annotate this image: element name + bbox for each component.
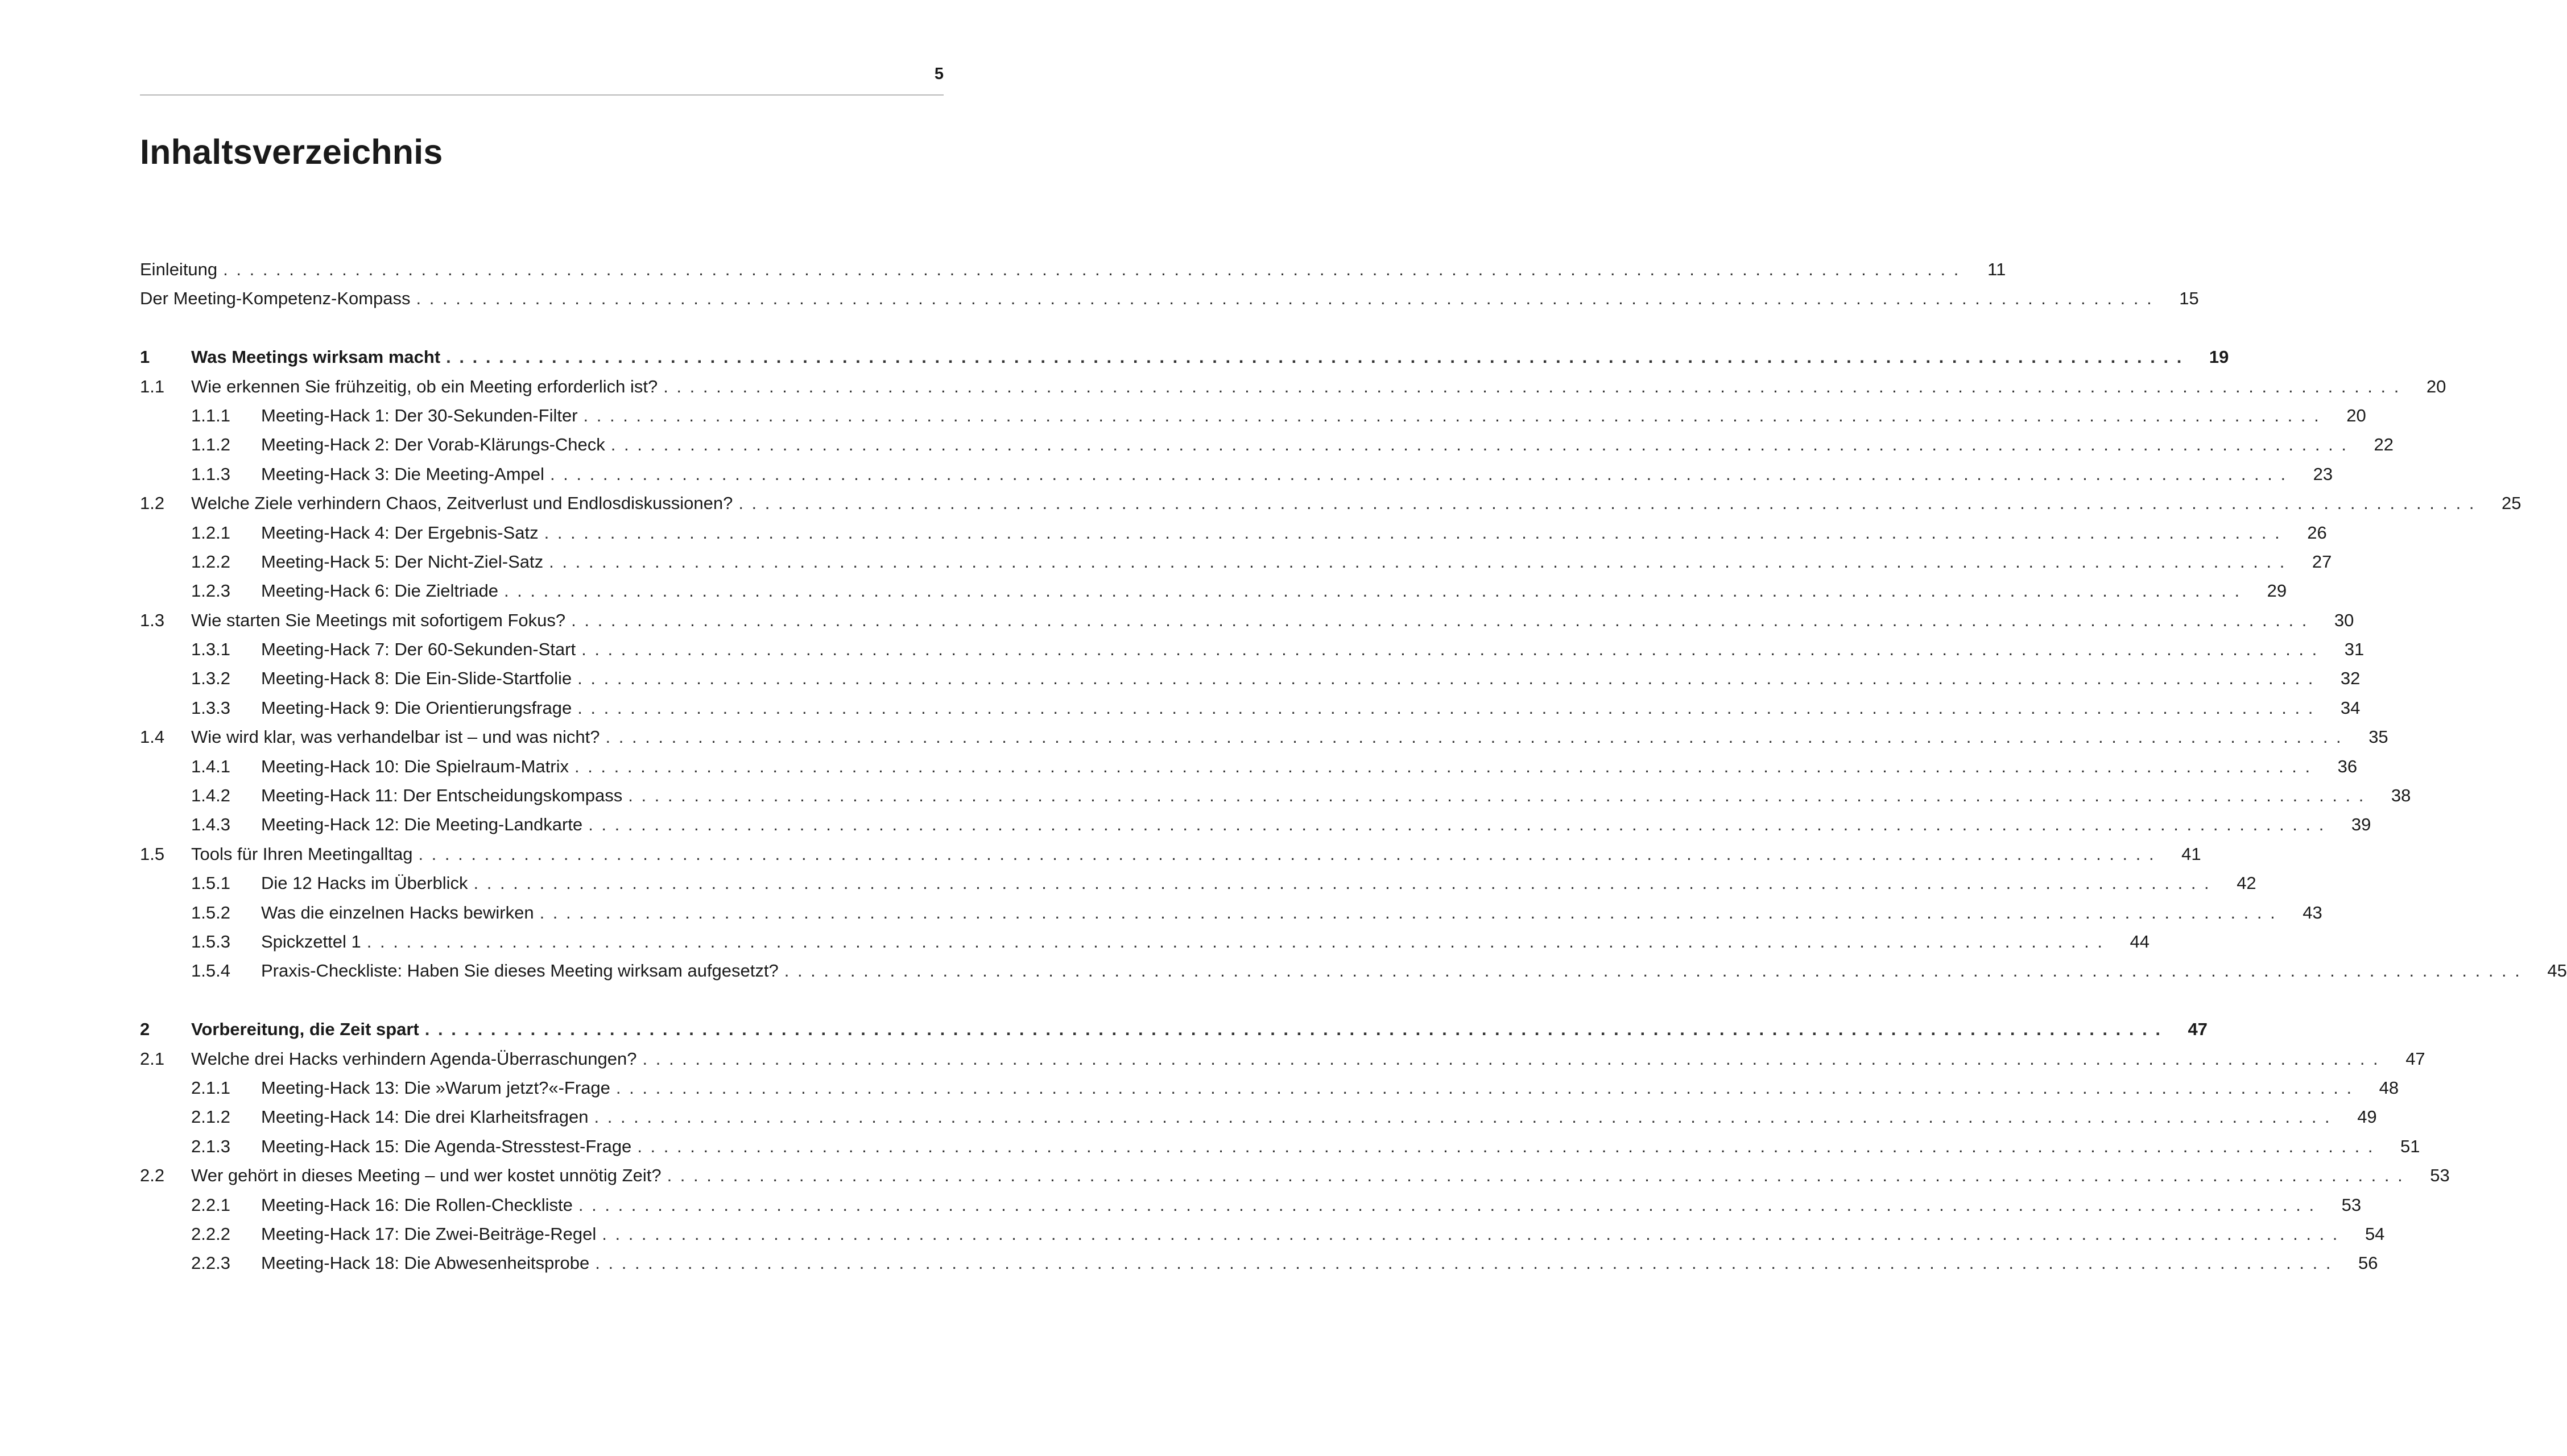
toc-entry[interactable]	[140, 576, 2287, 605]
toc-dot-leader: . . . . . . . . . . . . . . . . . . . . . . . . . . . . . . . . . . . . . . . . . . . . . . . . . . . . . . . . . . . . . . . . . . . . . . . . . . . . . . . . . . . . . . . . . . . . . . . . . . . . . . . . . . . . . . . . . . . . . . . . . . . . . . . . . . . .	[223, 259, 1961, 279]
toc-entry[interactable]	[140, 868, 2256, 897]
toc-entry-page: 53	[2430, 1165, 2450, 1186]
toc-entry-number: 2.1.3	[191, 1136, 230, 1156]
toc-dot-leader: . . . . . . . . . . . . . . . . . . . . . . . . . . . . . . . . . . . . . . . . . . . . . . . . . . . . . . . . . . . . . . . . . . . . . . . . . . . . . . . . . . . . . . . . . . . . . . . . . . . . . . . . . . . . . . . . . . . . . . . . . . . . . . . . . . . .	[583, 405, 2321, 425]
toc-dot-leader: . . . . . . . . . . . . . . . . . . . . . . . . . . . . . . . . . . . . . . . . . . . . . . . . . . . . . . . . . . . . . . . . . . . . . . . . . . . . . . . . . . . . . . . . . . . . . . . . . . . . . . . . . . . . . . . . . . . . . . . . . . . . . . . . . . . .	[738, 493, 2476, 514]
toc-entry-number: 1	[140, 347, 150, 367]
toc-entry-page: 32	[2340, 668, 2361, 689]
toc-entry-page: 49	[2357, 1107, 2377, 1127]
toc-entry-page: 48	[2379, 1077, 2399, 1098]
toc-entry-title: Meeting-Hack 17: Die Zwei-Beiträge-Regel	[261, 1223, 597, 1244]
toc-spacer	[140, 313, 944, 342]
toc-entry[interactable]	[140, 839, 2201, 868]
toc-dot-leader: . . . . . . . . . . . . . . . . . . . . . . . . . . . . . . . . . . . . . . . . . . . . . . . . . . . . . . . . . . . . . . . . . . . . . . . . . . . . . . . . . . . . . . . . . . . . . . . . . . . . . . . . . . . . . . . . . . . . . . . . . . . . . . . . . . . .	[610, 435, 2348, 455]
toc-entry-number: 2.2.1	[191, 1194, 230, 1215]
toc-entry[interactable]	[140, 606, 2354, 635]
toc-entry-page: 31	[2344, 639, 2365, 660]
toc-entry-number: 1.5.4	[191, 961, 230, 981]
toc-entry-title: Meeting-Hack 16: Die Rollen-Checkliste	[261, 1194, 573, 1215]
toc-entry[interactable]	[140, 1102, 2377, 1131]
toc-entry-title: Meeting-Hack 10: Die Spielraum-Matrix	[261, 756, 569, 776]
toc-entry-page: 38	[2391, 785, 2411, 806]
toc-entry-page: 20	[2346, 405, 2366, 425]
toc-entry-number: 1.2	[140, 493, 165, 514]
toc-entry-title: Vorbereitung, die Zeit spart	[191, 1019, 419, 1040]
toc-entry-page: 22	[2374, 435, 2394, 455]
toc-entry-number: 1.4.1	[191, 756, 230, 776]
toc-dot-leader: . . . . . . . . . . . . . . . . . . . . . . . . . . . . . . . . . . . . . . . . . . . . . . . . . . . . . . . . . . . . . . . . . . . . . . . . . . . . . . . . . . . . . . . . . . . . . . . . . . . . . . . . . . . . . . . . . . . . . . . . . . . . . . . . . . . .	[544, 522, 2281, 543]
toc-entry-title: Was Meetings wirksam macht	[191, 347, 441, 367]
toc-entry[interactable]	[140, 489, 2521, 518]
toc-entry-number: 1.4.3	[191, 814, 230, 835]
toc-dot-leader: . . . . . . . . . . . . . . . . . . . . . . . . . . . . . . . . . . . . . . . . . . . . . . . . . . . . . . . . . . . . . . . . . . . . . . . . . . . . . . . . . . . . . . . . . . . . . . . . . . . . . . . . . . . . . . . . . . . . . . . . . . . . . . . . . . . .	[366, 931, 2104, 952]
toc-entry-title: Meeting-Hack 3: Die Meeting-Ampel	[261, 464, 544, 484]
toc-entry[interactable]	[140, 635, 2365, 664]
toc-entry-title: Meeting-Hack 7: Der 60-Sekunden-Start	[261, 639, 576, 660]
toc-entry-page: 20	[2426, 376, 2446, 396]
toc-entry-page: 25	[2502, 493, 2521, 514]
toc-entry[interactable]	[140, 342, 2229, 371]
toc-dot-leader: . . . . . . . . . . . . . . . . . . . . . . . . . . . . . . . . . . . . . . . . . . . . . . . . . . . . . . . . . . . . . . . . . . . . . . . . . . . . . . . . . . . . . . . . . . . . . . . . . . . . . . . . . . . . . . . . . . . . . . . . . . . . . . . . . . . .	[642, 1048, 2380, 1069]
toc-entry[interactable]	[140, 1015, 2208, 1044]
toc-entry-title: Meeting-Hack 2: Der Vorab-Klärungs-Check	[261, 435, 605, 455]
toc-entry-number: 1.1	[140, 376, 165, 396]
toc-entry-number: 2.1.2	[191, 1107, 230, 1127]
toc-entry-title: Der Meeting-Kompetenz-Kompass	[140, 288, 411, 309]
toc-dot-leader: . . . . . . . . . . . . . . . . . . . . . . . . . . . . . . . . . . . . . . . . . . . . . . . . . . . . . . . . . . . . . . . . . . . . . . . . . . . . . . . . . . . . . . . . . . . . . . . . . . . . . . . . . . . . . . . . . . . . . . . . . . . . . . . . . . . .	[663, 376, 2401, 396]
toc-entry-page: 35	[2368, 727, 2388, 747]
toc-entry[interactable]	[140, 372, 2446, 401]
toc-dot-leader: . . . . . . . . . . . . . . . . . . . . . . . . . . . . . . . . . . . . . . . . . . . . . . . . . . . . . . . . . . . . . . . . . . . . . . . . . . . . . . . . . . . . . . . . . . . . . . . . . . . . . . . . . . . . . . . . . . . . . . . . . . . . . . . . . . . .	[424, 1019, 2162, 1040]
toc-entry-page: 23	[2313, 464, 2333, 484]
toc-entry[interactable]	[140, 1161, 2450, 1190]
header-divider	[140, 94, 944, 96]
toc-entry-title: Meeting-Hack 12: Die Meeting-Landkarte	[261, 814, 583, 835]
toc-entry[interactable]	[140, 1073, 2399, 1102]
toc-entry-number: 1.1.2	[191, 435, 230, 455]
toc-entry-page: 56	[2358, 1253, 2378, 1273]
toc-entry-page: 34	[2340, 697, 2361, 718]
toc-entry-title: Wie wird klar, was verhandelbar ist – und was nicht?	[191, 727, 600, 747]
toc-entry-number: 1.5.1	[191, 873, 230, 894]
toc-dot-leader: . . . . . . . . . . . . . . . . . . . . . . . . . . . . . . . . . . . . . . . . . . . . . . . . . . . . . . . . . . . . . . . . . . . . . . . . . . . . . . . . . . . . . . . . . . . . . . . . . . . . . . . . . . . . . . . . . . . . . . . . . . . . . . . . . . . .	[605, 727, 2343, 747]
toc-entry-number: 1.3.1	[191, 639, 230, 660]
toc-entry-page: 44	[2130, 931, 2149, 952]
toc-dot-leader: . . . . . . . . . . . . . . . . . . . . . . . . . . . . . . . . . . . . . . . . . . . . . . . . . . . . . . . . . . . . . . . . . . . . . . . . . . . . . . . . . . . . . . . . . . . . . . . . . . . . . . . . . . . . . . . . . . . . . . . . . . . . . . . . . . . .	[784, 961, 2521, 981]
toc-dot-leader: . . . . . . . . . . . . . . . . . . . . . . . . . . . . . . . . . . . . . . . . . . . . . . . . . . . . . . . . . . . . . . . . . . . . . . . . . . . . . . . . . . . . . . . . . . . . . . . . . . . . . . . . . . . . . . . . . . . . . . . . . . . . . . . . . . . .	[571, 610, 2309, 630]
toc-entry[interactable]	[140, 956, 2567, 985]
toc-entry-title: Welche drei Hacks verhindern Agenda-Überraschungen?	[191, 1048, 637, 1069]
toc-dot-leader: . . . . . . . . . . . . . . . . . . . . . . . . . . . . . . . . . . . . . . . . . . . . . . . . . . . . . . . . . . . . . . . . . . . . . . . . . . . . . . . . . . . . . . . . . . . . . . . . . . . . . . . . . . . . . . . . . . . . . . . . . . . . . . . . . . . .	[667, 1165, 2404, 1186]
toc-entry-page: 47	[2188, 1019, 2208, 1040]
toc-entry-page: 19	[2209, 347, 2229, 367]
toc-entry-number: 2.2.2	[191, 1223, 230, 1244]
toc-entry[interactable]	[140, 284, 2199, 313]
toc-entry[interactable]	[140, 430, 2394, 459]
toc-entry-number: 2.2.3	[191, 1253, 230, 1273]
toc-entry-page: 30	[2334, 610, 2354, 630]
toc-entry-title: Wie erkennen Sie frühzeitig, ob ein Meeting erforderlich ist?	[191, 376, 658, 396]
toc-entry-number: 1.5.2	[191, 902, 230, 923]
toc-entry-page: 41	[2181, 843, 2201, 864]
toc-entry-number: 2.1	[140, 1048, 165, 1069]
toc-entry[interactable]	[140, 781, 2411, 810]
toc-entry[interactable]	[140, 401, 2366, 430]
toc-entry[interactable]	[140, 927, 2149, 956]
toc-dot-leader: . . . . . . . . . . . . . . . . . . . . . . . . . . . . . . . . . . . . . . . . . . . . . . . . . . . . . . . . . . . . . . . . . . . . . . . . . . . . . . . . . . . . . . . . . . . . . . . . . . . . . . . . . . . . . . . . . . . . . . . . . . . . . . . . . . . .	[581, 639, 2319, 660]
toc-entry-title: Meeting-Hack 6: Die Zieltriade	[261, 581, 498, 601]
toc-entry-page: 47	[2405, 1048, 2425, 1069]
toc-entry-title: Was die einzelnen Hacks bewirken	[261, 902, 534, 923]
toc-entry-number: 1.2.1	[191, 522, 230, 543]
toc-entry-title: Meeting-Hack 1: Der 30-Sekunden-Filter	[261, 405, 578, 425]
toc-entry-title: Meeting-Hack 8: Die Ein-Slide-Startfolie	[261, 668, 572, 689]
toc-dot-leader: . . . . . . . . . . . . . . . . . . . . . . . . . . . . . . . . . . . . . . . . . . . . . . . . . . . . . . . . . . . . . . . . . . . . . . . . . . . . . . . . . . . . . . . . . . . . . . . . . . . . . . . . . . . . . . . . . . . . . . . . . . . . . . . . . . . .	[637, 1136, 2375, 1156]
toc-dot-leader: . . . . . . . . . . . . . . . . . . . . . . . . . . . . . . . . . . . . . . . . . . . . . . . . . . . . . . . . . . . . . . . . . . . . . . . . . . . . . . . . . . . . . . . . . . . . . . . . . . . . . . . . . . . . . . . . . . . . . . . . . . . . . . . . . . . .	[578, 1194, 2316, 1215]
toc-entry-title: Meeting-Hack 11: Der Entscheidungskompass	[261, 785, 623, 806]
toc-entry-page: 27	[2312, 551, 2332, 572]
toc-entry-title: Wer gehört in dieses Meeting – und wer kostet unnötig Zeit?	[191, 1165, 662, 1186]
toc-entry[interactable]	[140, 722, 2388, 751]
toc-entry-title: Meeting-Hack 14: Die drei Klarheitsfragen	[261, 1107, 589, 1127]
toc-entry[interactable]	[140, 518, 2327, 547]
toc-entry-page: 54	[2365, 1223, 2385, 1244]
toc-entry-page: 39	[2351, 814, 2371, 835]
toc-dot-leader: . . . . . . . . . . . . . . . . . . . . . . . . . . . . . . . . . . . . . . . . . . . . . . . . . . . . . . . . . . . . . . . . . . . . . . . . . . . . . . . . . . . . . . . . . . . . . . . . . . . . . . . . . . . . . . . . . . . . . . . . . . . . . . . . . . . .	[628, 785, 2366, 806]
toc-entry-title: Einleitung	[140, 259, 218, 279]
toc-entry-page: 11	[1987, 259, 2006, 279]
toc-entry[interactable]	[140, 255, 2006, 284]
toc-entry-number: 1.2.2	[191, 551, 230, 572]
toc-dot-leader: . . . . . . . . . . . . . . . . . . . . . . . . . . . . . . . . . . . . . . . . . . . . . . . . . . . . . . . . . . . . . . . . . . . . . . . . . . . . . . . . . . . . . . . . . . . . . . . . . . . . . . . . . . . . . . . . . . . . . . . . . . . . . . . . . . . .	[595, 1253, 2333, 1273]
toc-dot-leader: . . . . . . . . . . . . . . . . . . . . . . . . . . . . . . . . . . . . . . . . . . . . . . . . . . . . . . . . . . . . . . . . . . . . . . . . . . . . . . . . . . . . . . . . . . . . . . . . . . . . . . . . . . . . . . . . . . . . . . . . . . . . . . . . . . . .	[594, 1107, 2332, 1127]
toc-dot-leader: . . . . . . . . . . . . . . . . . . . . . . . . . . . . . . . . . . . . . . . . . . . . . . . . . . . . . . . . . . . . . . . . . . . . . . . . . . . . . . . . . . . . . . . . . . . . . . . . . . . . . . . . . . . . . . . . . . . . . . . . . . . . . . . . . . . .	[549, 464, 2288, 484]
toc-entry-title: Die 12 Hacks im Überblick	[261, 873, 468, 894]
toc-entry-page: 53	[2341, 1194, 2362, 1215]
toc-entry[interactable]	[140, 664, 2361, 693]
toc-dot-leader: . . . . . . . . . . . . . . . . . . . . . . . . . . . . . . . . . . . . . . . . . . . . . . . . . . . . . . . . . . . . . . . . . . . . . . . . . . . . . . . . . . . . . . . . . . . . . . . . . . . . . . . . . . . . . . . . . . . . . . . . . . . . . . . . . . . .	[549, 551, 2287, 572]
toc-dot-leader: . . . . . . . . . . . . . . . . . . . . . . . . . . . . . . . . . . . . . . . . . . . . . . . . . . . . . . . . . . . . . . . . . . . . . . . . . . . . . . . . . . . . . . . . . . . . . . . . . . . . . . . . . . . . . . . . . . . . . . . . . . . . . . . . . . . .	[577, 697, 2315, 718]
toc-entry-number: 1.4	[140, 727, 165, 747]
toc-entry[interactable]	[140, 1248, 2378, 1277]
toc-entry-page: 26	[2307, 522, 2327, 543]
toc-entry-number: 2	[140, 1019, 150, 1040]
toc-dot-leader: . . . . . . . . . . . . . . . . . . . . . . . . . . . . . . . . . . . . . . . . . . . . . . . . . . . . . . . . . . . . . . . . . . . . . . . . . . . . . . . . . . . . . . . . . . . . . . . . . . . . . . . . . . . . . . . . . . . . . . . . . . . . . . . . . . . .	[602, 1223, 2339, 1244]
toc-entry[interactable]	[140, 1219, 2385, 1248]
table-of-contents	[140, 255, 2567, 1278]
toc-entry-title: Meeting-Hack 4: Der Ergebnis-Satz	[261, 522, 539, 543]
toc-entry[interactable]	[140, 1190, 2362, 1219]
toc-entry-title: Meeting-Hack 5: Der Nicht-Ziel-Satz	[261, 551, 544, 572]
toc-entry-title: Meeting-Hack 18: Die Abwesenheitsprobe	[261, 1253, 590, 1273]
toc-entry-number: 1.1.3	[191, 464, 230, 484]
toc-dot-leader: . . . . . . . . . . . . . . . . . . . . . . . . . . . . . . . . . . . . . . . . . . . . . . . . . . . . . . . . . . . . . . . . . . . . . . . . . . . . . . . . . . . . . . . . . . . . . . . . . . . . . . . . . . . . . . . . . . . . . . . . . . . . . . . . . . . .	[574, 756, 2312, 776]
page-title: Inhaltsverzeichnis	[140, 133, 443, 171]
toc-entry-page: 42	[2237, 873, 2256, 894]
toc-spacer	[140, 986, 944, 1015]
toc-entry[interactable]	[140, 547, 2332, 576]
toc-dot-leader: . . . . . . . . . . . . . . . . . . . . . . . . . . . . . . . . . . . . . . . . . . . . . . . . . . . . . . . . . . . . . . . . . . . . . . . . . . . . . . . . . . . . . . . . . . . . . . . . . . . . . . . . . . . . . . . . . . . . . . . . . . . . . . . . . . . .	[416, 288, 2153, 309]
toc-entry-page: 45	[2547, 961, 2567, 981]
toc-entry-number: 2.1.1	[191, 1077, 230, 1098]
toc-entry-title: Tools für Ihren Meetingalltag	[191, 843, 413, 864]
toc-entry-title: Praxis-Checkliste: Haben Sie dieses Meeting wirksam aufgesetzt?	[261, 961, 779, 981]
toc-entry-title: Welche Ziele verhindern Chaos, Zeitverlust und Endlosdiskussionen?	[191, 493, 733, 514]
toc-entry[interactable]	[140, 1132, 2420, 1161]
toc-entry[interactable]	[140, 898, 2322, 927]
toc-entry[interactable]	[140, 1044, 2425, 1073]
toc-dot-leader: . . . . . . . . . . . . . . . . . . . . . . . . . . . . . . . . . . . . . . . . . . . . . . . . . . . . . . . . . . . . . . . . . . . . . . . . . . . . . . . . . . . . . . . . . . . . . . . . . . . . . . . . . . . . . . . . . . . . . . . . . . . . . . . . . . . .	[473, 873, 2211, 894]
toc-entry[interactable]	[140, 460, 2333, 489]
toc-entry-title: Wie starten Sie Meetings mit sofortigem Fokus?	[191, 610, 566, 630]
toc-entry-number: 1.3	[140, 610, 165, 630]
toc-entry-number: 1.3.3	[191, 697, 230, 718]
toc-entry-number: 1.1.1	[191, 405, 230, 425]
toc-dot-leader: . . . . . . . . . . . . . . . . . . . . . . . . . . . . . . . . . . . . . . . . . . . . . . . . . . . . . . . . . . . . . . . . . . . . . . . . . . . . . . . . . . . . . . . . . . . . . . . . . . . . . . . . . . . . . . . . . . . . . . . . . . . . . . . . . . . .	[539, 902, 2277, 923]
toc-entry-number: 1.4.2	[191, 785, 230, 806]
toc-entry-title: Meeting-Hack 9: Die Orientierungsfrage	[261, 697, 572, 718]
toc-dot-leader: . . . . . . . . . . . . . . . . . . . . . . . . . . . . . . . . . . . . . . . . . . . . . . . . . . . . . . . . . . . . . . . . . . . . . . . . . . . . . . . . . . . . . . . . . . . . . . . . . . . . . . . . . . . . . . . . . . . . . . . . . . . . . . . . . . . .	[577, 668, 2315, 689]
toc-dot-leader: . . . . . . . . . . . . . . . . . . . . . . . . . . . . . . . . . . . . . . . . . . . . . . . . . . . . . . . . . . . . . . . . . . . . . . . . . . . . . . . . . . . . . . . . . . . . . . . . . . . . . . . . . . . . . . . . . . . . . . . . . . . . . . . . . . . .	[418, 843, 2156, 864]
toc-entry-number: 1.2.3	[191, 581, 230, 601]
toc-entry-number: 2.2	[140, 1165, 165, 1186]
toc-dot-leader: . . . . . . . . . . . . . . . . . . . . . . . . . . . . . . . . . . . . . . . . . . . . . . . . . . . . . . . . . . . . . . . . . . . . . . . . . . . . . . . . . . . . . . . . . . . . . . . . . . . . . . . . . . . . . . . . . . . . . . . . . . . . . . . . . . . .	[503, 581, 2242, 601]
toc-entry-page: 43	[2303, 902, 2322, 923]
toc-dot-leader: . . . . . . . . . . . . . . . . . . . . . . . . . . . . . . . . . . . . . . . . . . . . . . . . . . . . . . . . . . . . . . . . . . . . . . . . . . . . . . . . . . . . . . . . . . . . . . . . . . . . . . . . . . . . . . . . . . . . . . . . . . . . . . . . . . . .	[446, 347, 2184, 367]
toc-entry-page: 15	[2179, 288, 2199, 309]
toc-entry-page: 29	[2267, 581, 2287, 601]
toc-entry-page: 36	[2337, 756, 2358, 776]
toc-entry-page: 51	[2400, 1136, 2420, 1156]
toc-entry-title: Meeting-Hack 13: Die »Warum jetzt?«-Frage	[261, 1077, 610, 1098]
page-number: 5	[934, 65, 944, 83]
toc-entry[interactable]	[140, 810, 2371, 839]
toc-dot-leader: . . . . . . . . . . . . . . . . . . . . . . . . . . . . . . . . . . . . . . . . . . . . . . . . . . . . . . . . . . . . . . . . . . . . . . . . . . . . . . . . . . . . . . . . . . . . . . . . . . . . . . . . . . . . . . . . . . . . . . . . . . . . . . . . . . . .	[615, 1077, 2354, 1098]
toc-dot-leader: . . . . . . . . . . . . . . . . . . . . . . . . . . . . . . . . . . . . . . . . . . . . . . . . . . . . . . . . . . . . . . . . . . . . . . . . . . . . . . . . . . . . . . . . . . . . . . . . . . . . . . . . . . . . . . . . . . . . . . . . . . . . . . . . . . . .	[588, 814, 2326, 835]
toc-entry[interactable]	[140, 752, 2358, 781]
toc-entry-number: 1.5.3	[191, 931, 230, 952]
toc-entry-title: Meeting-Hack 15: Die Agenda-Stresstest-Frage	[261, 1136, 632, 1156]
toc-entry[interactable]	[140, 693, 2361, 722]
toc-entry-number: 1.3.2	[191, 668, 230, 689]
toc-entry-title: Spickzettel 1	[261, 931, 361, 952]
toc-entry-number: 1.5	[140, 843, 165, 864]
